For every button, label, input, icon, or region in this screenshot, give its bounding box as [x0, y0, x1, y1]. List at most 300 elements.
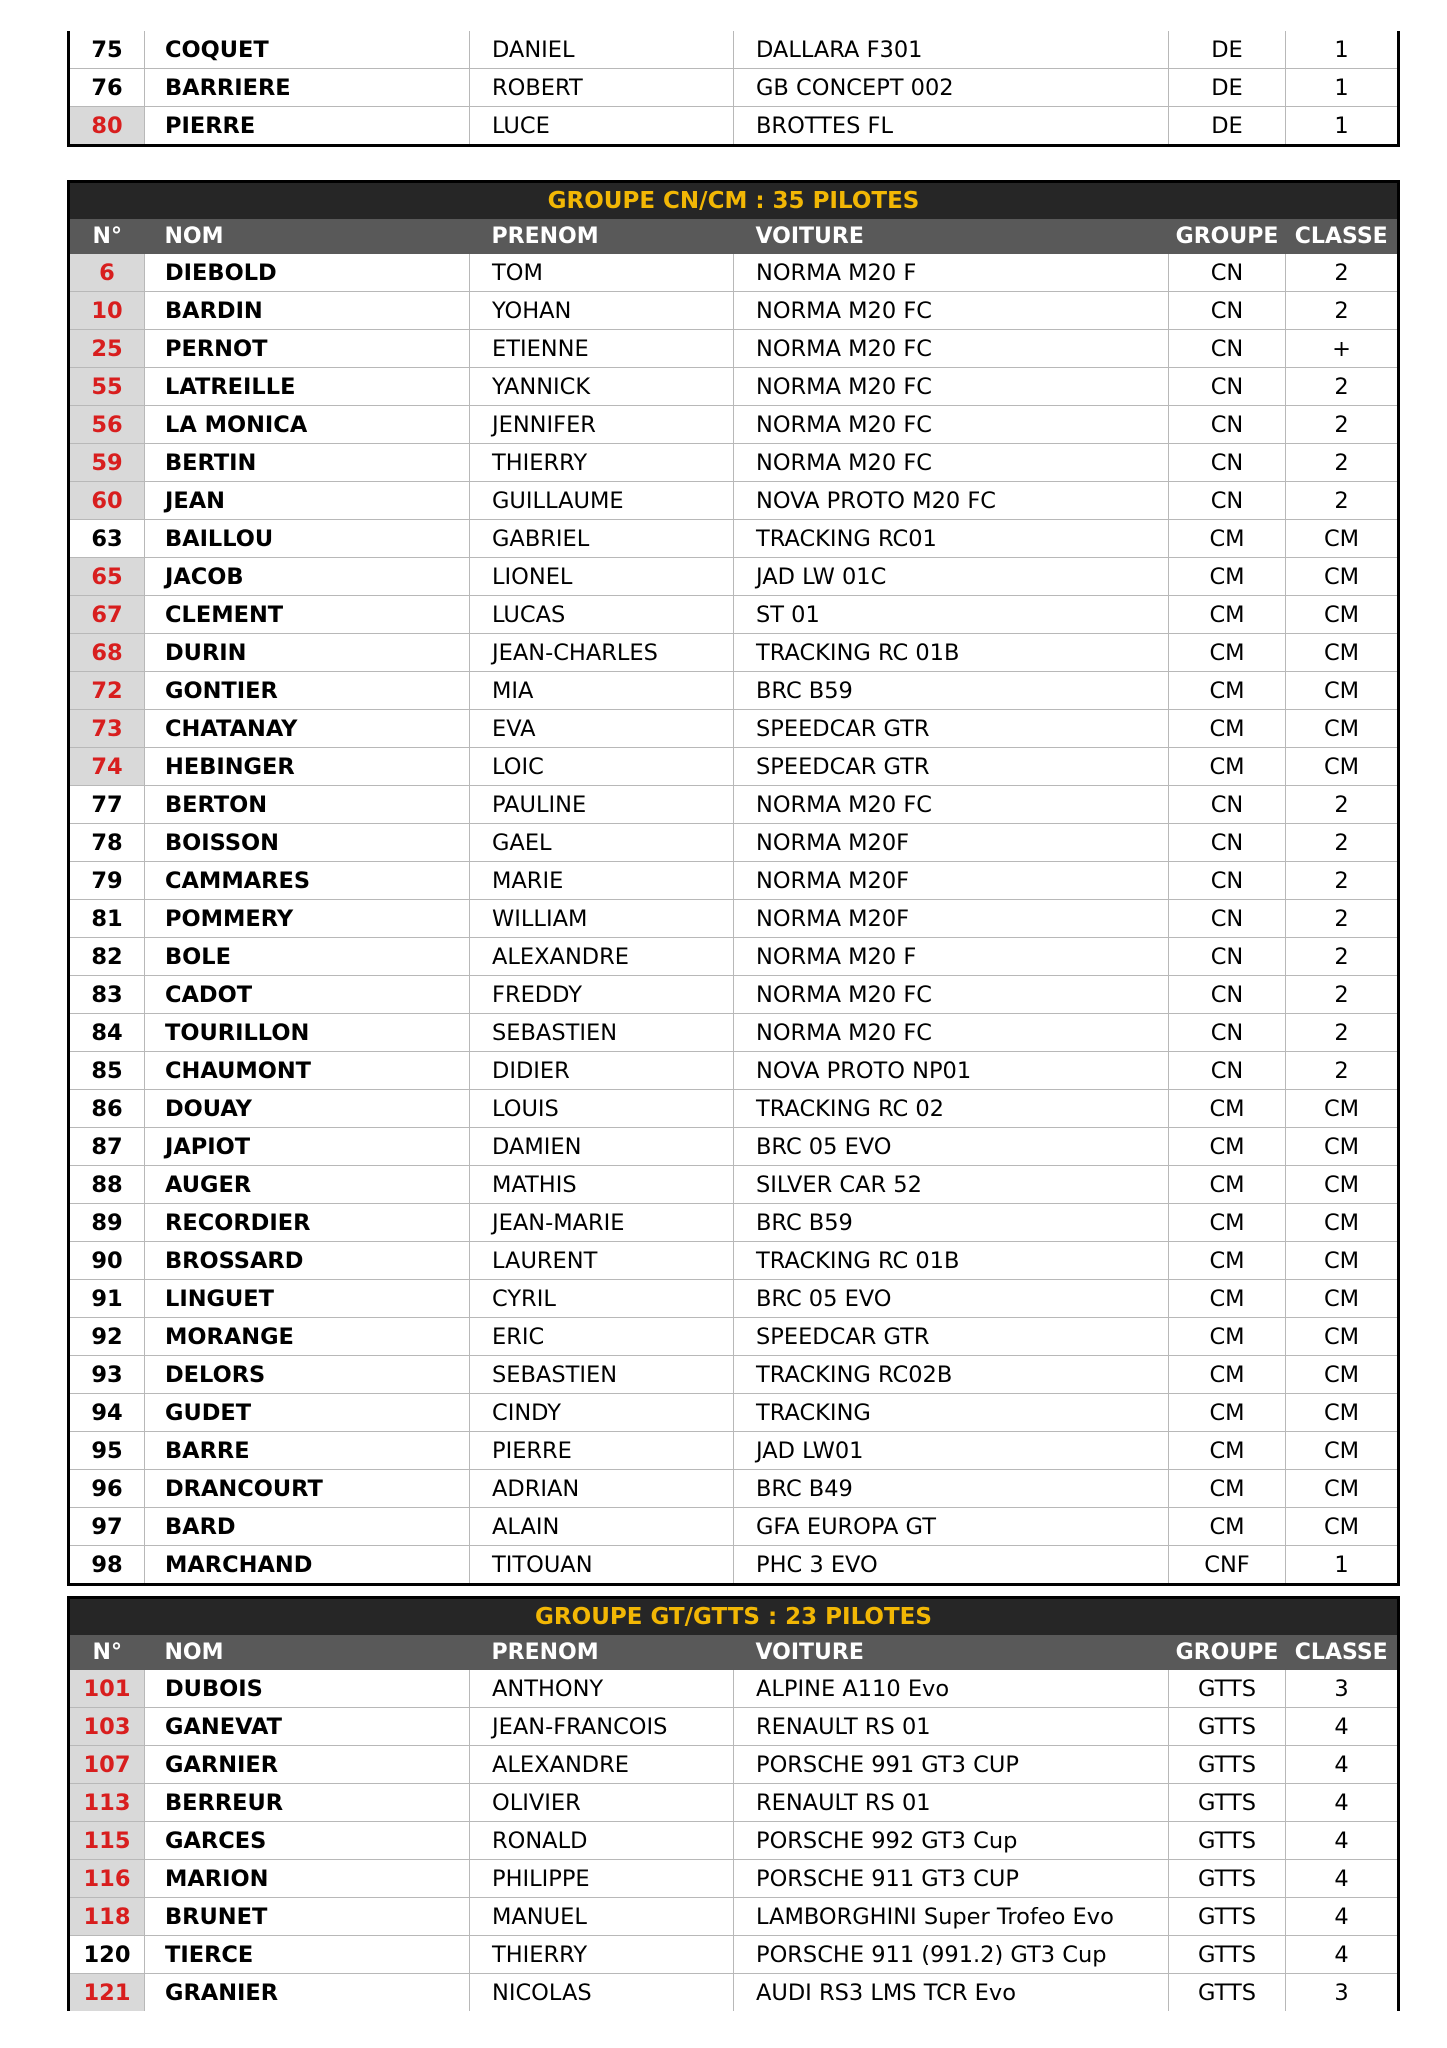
- driver-first-name: YANNICK: [470, 368, 734, 406]
- driver-number: 81: [69, 900, 145, 938]
- class-code: 2: [1286, 292, 1399, 330]
- car-model: RENAULT RS 01: [734, 1784, 1169, 1822]
- group-code: CN: [1169, 1014, 1286, 1052]
- car-model: NORMA M20 FC: [734, 406, 1169, 444]
- table-row: [69, 1014, 1399, 1052]
- driver-first-name: JEAN-CHARLES: [470, 634, 734, 672]
- group-code: CN: [1169, 1052, 1286, 1090]
- driver-first-name: TOM: [470, 254, 734, 292]
- group-code: GTTS: [1169, 1974, 1286, 2012]
- col-header-voiture: VOITURE: [734, 1635, 1169, 1670]
- class-code: 1: [1334, 36, 1349, 63]
- table-row: [69, 482, 1399, 520]
- driver-number: 98: [69, 1546, 145, 1585]
- driver-last-name: DUBOIS: [145, 1670, 470, 1708]
- class-code: 3: [1334, 1675, 1349, 1702]
- driver-number: 55: [69, 368, 145, 406]
- col-header-classe: CLASSE: [1286, 219, 1399, 254]
- driver-number: 89: [69, 1204, 145, 1242]
- driver-first-name: ALEXANDRE: [470, 1746, 734, 1784]
- group-code: CN: [1169, 786, 1286, 824]
- group-code: CN: [1169, 824, 1286, 862]
- class-code: CM: [1286, 1280, 1399, 1318]
- driver-number: 77: [69, 786, 145, 824]
- table-row: [69, 520, 1399, 558]
- table-row: [69, 672, 1399, 710]
- table-row: [69, 1242, 1399, 1280]
- class-code: CM: [1286, 1090, 1399, 1128]
- col-header-classe: CLASSE: [1286, 1635, 1399, 1670]
- col-header-nom: NOM: [145, 219, 470, 254]
- class-code: CM: [1286, 520, 1399, 558]
- driver-last-name: BOLE: [145, 938, 470, 976]
- driver-number: 103: [69, 1708, 145, 1746]
- group-code: CN: [1169, 862, 1286, 900]
- gt-table-body: [69, 1670, 1399, 2011]
- cn-table-title: GROUPE CN/CM : 35 PILOTES: [69, 182, 1399, 220]
- group-code: GTTS: [1169, 1898, 1286, 1936]
- driver-first-name: LIONEL: [470, 558, 734, 596]
- table-row: [69, 1090, 1399, 1128]
- car-model: TRACKING RC 01B: [734, 1242, 1169, 1280]
- driver-first-name: OLIVIER: [470, 1784, 734, 1822]
- driver-number: 80: [69, 107, 145, 146]
- car-model: NORMA M20 F: [734, 254, 1169, 292]
- table-row: [69, 1508, 1399, 1546]
- class-code: 2: [1286, 368, 1399, 406]
- driver-last-name: BERREUR: [145, 1784, 470, 1822]
- car-model: BRC B59: [734, 1204, 1169, 1242]
- table-row: [69, 1052, 1399, 1090]
- driver-number: 116: [69, 1860, 145, 1898]
- driver-last-name: GARNIER: [145, 1746, 470, 1784]
- class-code: CM: [1286, 672, 1399, 710]
- cn-table: [67, 180, 1400, 1586]
- driver-last-name: LATREILLE: [145, 368, 470, 406]
- car-model: NORMA M20 FC: [734, 292, 1169, 330]
- driver-last-name: BARRE: [145, 1432, 470, 1470]
- class-code: CM: [1286, 1166, 1399, 1204]
- class-code: 2: [1286, 482, 1399, 520]
- group-code: CM: [1169, 1356, 1286, 1394]
- driver-first-name: JEAN-FRANCOIS: [470, 1708, 734, 1746]
- driver-first-name: ERIC: [470, 1318, 734, 1356]
- table-row: [69, 107, 1399, 146]
- group-code: CM: [1169, 1128, 1286, 1166]
- car-model: AUDI RS3 LMS TCR Evo: [734, 1974, 1169, 2012]
- group-code: CM: [1169, 596, 1286, 634]
- col-header-prenom: PRENOM: [470, 219, 734, 254]
- driver-last-name: TOURILLON: [145, 1014, 470, 1052]
- class-code: 2: [1286, 824, 1399, 862]
- table-row: [69, 1394, 1399, 1432]
- driver-first-name: PHILIPPE: [470, 1860, 734, 1898]
- driver-first-name: SEBASTIEN: [470, 1014, 734, 1052]
- class-code: 4: [1286, 1708, 1399, 1746]
- table-row: [69, 634, 1399, 672]
- driver-first-name: THIERRY: [470, 1936, 734, 1974]
- driver-first-name: MARIE: [470, 862, 734, 900]
- gt-table-title: GROUPE GT/GTTS : 23 PILOTES: [69, 1598, 1399, 1636]
- group-code: DE: [1169, 69, 1286, 107]
- car-model: PORSCHE 992 GT3 Cup: [734, 1822, 1169, 1860]
- driver-last-name: CHAUMONT: [145, 1052, 470, 1090]
- class-code: 4: [1286, 1860, 1399, 1898]
- car-model: PHC 3 EVO: [734, 1546, 1169, 1585]
- car-model: NORMA M20 FC: [734, 444, 1169, 482]
- class-code: CM: [1286, 596, 1399, 634]
- car-model: PORSCHE 991 GT3 CUP: [734, 1746, 1169, 1784]
- driver-number: 90: [69, 1242, 145, 1280]
- class-code: CM: [1286, 1470, 1399, 1508]
- driver-number: 67: [69, 596, 145, 634]
- col-header-prenom: PRENOM: [470, 1635, 734, 1670]
- car-model: LAMBORGHINI Super Trofeo Evo: [734, 1898, 1169, 1936]
- table-row: [69, 368, 1399, 406]
- driver-last-name: GUDET: [145, 1394, 470, 1432]
- group-code: GTTS: [1169, 1784, 1286, 1822]
- driver-first-name: LOUIS: [470, 1090, 734, 1128]
- class-code: CM: [1286, 1128, 1399, 1166]
- driver-first-name: CINDY: [470, 1394, 734, 1432]
- driver-last-name: BERTON: [145, 786, 470, 824]
- driver-number: 93: [69, 1356, 145, 1394]
- table-row: [69, 938, 1399, 976]
- driver-first-name: ALAIN: [470, 1508, 734, 1546]
- driver-last-name: PIERRE: [145, 107, 470, 146]
- driver-number: 107: [69, 1746, 145, 1784]
- driver-number: 72: [69, 672, 145, 710]
- driver-last-name: JACOB: [145, 558, 470, 596]
- driver-last-name: MORANGE: [145, 1318, 470, 1356]
- driver-number: 83: [69, 976, 145, 1014]
- driver-number: 87: [69, 1128, 145, 1166]
- driver-first-name: DANIEL: [470, 31, 734, 69]
- group-code: CM: [1169, 1280, 1286, 1318]
- class-code: CM: [1286, 1318, 1399, 1356]
- group-code: CM: [1169, 748, 1286, 786]
- driver-first-name: PAULINE: [470, 786, 734, 824]
- group-code: CM: [1169, 1318, 1286, 1356]
- car-model: RENAULT RS 01: [734, 1708, 1169, 1746]
- table-row: [69, 69, 1399, 107]
- driver-first-name: ADRIAN: [470, 1470, 734, 1508]
- driver-first-name: NICOLAS: [470, 1974, 734, 2012]
- group-code: GTTS: [1169, 1822, 1286, 1860]
- driver-number: 84: [69, 1014, 145, 1052]
- table-row: [69, 786, 1399, 824]
- class-code: CM: [1286, 748, 1399, 786]
- driver-first-name: JENNIFER: [470, 406, 734, 444]
- car-model: NORMA M20F: [734, 862, 1169, 900]
- driver-last-name: CADOT: [145, 976, 470, 1014]
- group-code: CN: [1169, 444, 1286, 482]
- group-code: DE: [1169, 31, 1286, 69]
- table-row: [69, 1318, 1399, 1356]
- group-code: CNF: [1169, 1546, 1286, 1585]
- driver-number: 65: [69, 558, 145, 596]
- driver-first-name: LAURENT: [470, 1242, 734, 1280]
- class-code: CM: [1286, 558, 1399, 596]
- group-code: CM: [1169, 1432, 1286, 1470]
- group-code: CM: [1169, 1204, 1286, 1242]
- driver-number: 76: [69, 69, 145, 107]
- driver-last-name: BARDIN: [145, 292, 470, 330]
- class-code: 2: [1286, 976, 1399, 1014]
- top-table-body: [69, 31, 1399, 146]
- table-row: [69, 1204, 1399, 1242]
- table-row: [69, 1356, 1399, 1394]
- driver-number: 74: [69, 748, 145, 786]
- driver-number: 115: [69, 1822, 145, 1860]
- car-model: NOVA PROTO NP01: [734, 1052, 1169, 1090]
- group-code: CN: [1169, 330, 1286, 368]
- class-code: 2: [1286, 938, 1399, 976]
- driver-last-name: TIERCE: [145, 1936, 470, 1974]
- group-code: CN: [1169, 976, 1286, 1014]
- class-code: 4: [1286, 1784, 1399, 1822]
- group-code: DE: [1169, 107, 1286, 146]
- class-code: 2: [1286, 444, 1399, 482]
- class-code: CM: [1286, 634, 1399, 672]
- class-code: 4: [1286, 1936, 1399, 1974]
- group-code: CN: [1169, 292, 1286, 330]
- cn-table-body: [69, 254, 1399, 1585]
- driver-last-name: MARION: [145, 1860, 470, 1898]
- car-model: TRACKING RC 02: [734, 1090, 1169, 1128]
- table-row: [69, 1746, 1399, 1784]
- table-row: [69, 1784, 1399, 1822]
- group-code: CM: [1169, 558, 1286, 596]
- driver-first-name: ANTHONY: [470, 1670, 734, 1708]
- col-header-nom: NOM: [145, 1635, 470, 1670]
- driver-number: 73: [69, 710, 145, 748]
- driver-first-name: MANUEL: [470, 1898, 734, 1936]
- driver-last-name: BRUNET: [145, 1898, 470, 1936]
- group-code: GTTS: [1169, 1670, 1286, 1708]
- class-code: 2: [1286, 406, 1399, 444]
- driver-first-name: GABRIEL: [470, 520, 734, 558]
- driver-number: 82: [69, 938, 145, 976]
- driver-number: 86: [69, 1090, 145, 1128]
- col-header-groupe: GROUPE: [1169, 1635, 1286, 1670]
- driver-first-name: ALEXANDRE: [470, 938, 734, 976]
- class-code: 1: [1286, 69, 1399, 107]
- driver-number: 56: [69, 406, 145, 444]
- group-code: CM: [1169, 520, 1286, 558]
- driver-last-name: DIEBOLD: [145, 254, 470, 292]
- table-row: [69, 596, 1399, 634]
- driver-last-name: RECORDIER: [145, 1204, 470, 1242]
- car-model: TRACKING: [734, 1394, 1169, 1432]
- driver-first-name: RONALD: [470, 1822, 734, 1860]
- group-code: CN: [1169, 900, 1286, 938]
- car-model: SPEEDCAR GTR: [734, 748, 1169, 786]
- group-code: GTTS: [1169, 1860, 1286, 1898]
- driver-first-name: YOHAN: [470, 292, 734, 330]
- class-code: 2: [1286, 786, 1399, 824]
- driver-number: 78: [69, 824, 145, 862]
- driver-first-name: CYRIL: [470, 1280, 734, 1318]
- car-model: GB CONCEPT 002: [734, 69, 1169, 107]
- car-model: NORMA M20 FC: [734, 1014, 1169, 1052]
- class-code: 4: [1286, 1746, 1399, 1784]
- driver-first-name: WILLIAM: [470, 900, 734, 938]
- car-model: NORMA M20F: [734, 900, 1169, 938]
- car-model: TRACKING RC02B: [734, 1356, 1169, 1394]
- table-row: [69, 900, 1399, 938]
- group-code: CN: [1169, 482, 1286, 520]
- driver-number: 63: [69, 520, 145, 558]
- class-code: CM: [1286, 1432, 1399, 1470]
- driver-first-name: MIA: [470, 672, 734, 710]
- car-model: BRC B59: [734, 672, 1169, 710]
- driver-number: 97: [69, 1508, 145, 1546]
- driver-last-name: LA MONICA: [145, 406, 470, 444]
- table-row: [69, 292, 1399, 330]
- table-row: [69, 748, 1399, 786]
- driver-last-name: DELORS: [145, 1356, 470, 1394]
- group-code: CM: [1169, 634, 1286, 672]
- group-code: CM: [1169, 710, 1286, 748]
- col-header-groupe: GROUPE: [1169, 219, 1286, 254]
- car-model: ALPINE A110 Evo: [734, 1670, 1169, 1708]
- driver-number: 79: [69, 862, 145, 900]
- driver-number: 95: [69, 1432, 145, 1470]
- car-model: SILVER CAR 52: [734, 1166, 1169, 1204]
- class-code: 2: [1286, 1052, 1399, 1090]
- driver-last-name: CLEMENT: [145, 596, 470, 634]
- driver-number: 25: [69, 330, 145, 368]
- table-row: [69, 1708, 1399, 1746]
- car-model: JAD LW01: [734, 1432, 1169, 1470]
- driver-number: 6: [69, 254, 145, 292]
- driver-last-name: BARD: [145, 1508, 470, 1546]
- table-row: [69, 444, 1399, 482]
- class-code: 2: [1286, 862, 1399, 900]
- driver-number: 60: [69, 482, 145, 520]
- driver-last-name: MARCHAND: [145, 1546, 470, 1585]
- group-code: CN: [1169, 368, 1286, 406]
- group-code: CM: [1169, 672, 1286, 710]
- table-row: [69, 710, 1399, 748]
- class-code: CM: [1286, 1242, 1399, 1280]
- group-code: CN: [1169, 406, 1286, 444]
- car-model: NORMA M20 FC: [734, 330, 1169, 368]
- class-code: 2: [1286, 1014, 1399, 1052]
- driver-number: 88: [69, 1166, 145, 1204]
- table-row: [69, 1974, 1399, 2012]
- gt-table-block: [67, 1596, 1400, 2011]
- driver-last-name: GARCES: [145, 1822, 470, 1860]
- driver-first-name: LUCAS: [470, 596, 734, 634]
- class-code: CM: [1286, 1204, 1399, 1242]
- class-code: +: [1286, 330, 1399, 368]
- driver-first-name: FREDDY: [470, 976, 734, 1014]
- driver-last-name: AUGER: [145, 1166, 470, 1204]
- table-row: [69, 1546, 1399, 1585]
- col-header-num: N°: [69, 1635, 145, 1670]
- car-model: JAD LW 01C: [734, 558, 1169, 596]
- table-row: [69, 824, 1399, 862]
- driver-last-name: GONTIER: [145, 672, 470, 710]
- group-code: CM: [1169, 1090, 1286, 1128]
- driver-number: 120: [69, 1936, 145, 1974]
- driver-first-name: SEBASTIEN: [470, 1356, 734, 1394]
- driver-last-name: GRANIER: [145, 1974, 470, 2012]
- car-model: NORMA M20 FC: [734, 976, 1169, 1014]
- car-model: TRACKING RC 01B: [734, 634, 1169, 672]
- driver-last-name: COQUET: [145, 31, 470, 69]
- driver-number: 92: [69, 1318, 145, 1356]
- gt-table: [67, 1596, 1400, 2011]
- class-code: 1: [1286, 107, 1399, 146]
- table-row: [69, 330, 1399, 368]
- driver-first-name: THIERRY: [470, 444, 734, 482]
- car-model: PORSCHE 911 (991.2) GT3 Cup: [734, 1936, 1169, 1974]
- driver-number: 96: [69, 1470, 145, 1508]
- group-code: CM: [1169, 1508, 1286, 1546]
- table-row: [69, 1860, 1399, 1898]
- driver-last-name: JAPIOT: [145, 1128, 470, 1166]
- top-table-block: [67, 31, 1400, 147]
- top-table: [67, 31, 1400, 147]
- group-code: GTTS: [1169, 1746, 1286, 1784]
- driver-number: 68: [69, 634, 145, 672]
- driver-number: 75: [69, 31, 145, 69]
- table-row: [69, 31, 1399, 69]
- group-code: CM: [1169, 1166, 1286, 1204]
- class-code: 1: [1286, 1546, 1399, 1585]
- driver-first-name: LOIC: [470, 748, 734, 786]
- col-header-voiture: VOITURE: [734, 219, 1169, 254]
- class-code: 3: [1286, 1974, 1399, 2012]
- class-code: CM: [1286, 710, 1399, 748]
- driver-number: 113: [69, 1784, 145, 1822]
- col-header-num: N°: [69, 219, 145, 254]
- driver-last-name: BERTIN: [145, 444, 470, 482]
- group-code: GTTS: [1169, 1708, 1286, 1746]
- car-model: PORSCHE 911 GT3 CUP: [734, 1860, 1169, 1898]
- driver-last-name: DURIN: [145, 634, 470, 672]
- driver-number: 118: [69, 1898, 145, 1936]
- car-model: BRC 05 EVO: [734, 1128, 1169, 1166]
- car-model: ST 01: [734, 596, 1169, 634]
- driver-first-name: GAEL: [470, 824, 734, 862]
- driver-first-name: PIERRE: [470, 1432, 734, 1470]
- driver-last-name: BAILLOU: [145, 520, 470, 558]
- driver-first-name: JEAN-MARIE: [470, 1204, 734, 1242]
- table-row: [69, 862, 1399, 900]
- driver-last-name: BROSSARD: [145, 1242, 470, 1280]
- driver-number: 85: [69, 1052, 145, 1090]
- car-model: DALLARA F301: [734, 31, 1169, 69]
- driver-number: 10: [69, 292, 145, 330]
- driver-number: 91: [69, 1280, 145, 1318]
- car-model: NORMA M20F: [734, 824, 1169, 862]
- car-model: SPEEDCAR GTR: [734, 710, 1169, 748]
- car-model: NOVA PROTO M20 FC: [734, 482, 1169, 520]
- group-code: CM: [1169, 1242, 1286, 1280]
- table-row: [69, 558, 1399, 596]
- driver-last-name: BARRIERE: [145, 69, 470, 107]
- driver-first-name: DAMIEN: [470, 1128, 734, 1166]
- class-code: 4: [1286, 1822, 1399, 1860]
- table-row: [69, 1128, 1399, 1166]
- group-code: CM: [1169, 1470, 1286, 1508]
- driver-last-name: JEAN: [145, 482, 470, 520]
- driver-last-name: GANEVAT: [145, 1708, 470, 1746]
